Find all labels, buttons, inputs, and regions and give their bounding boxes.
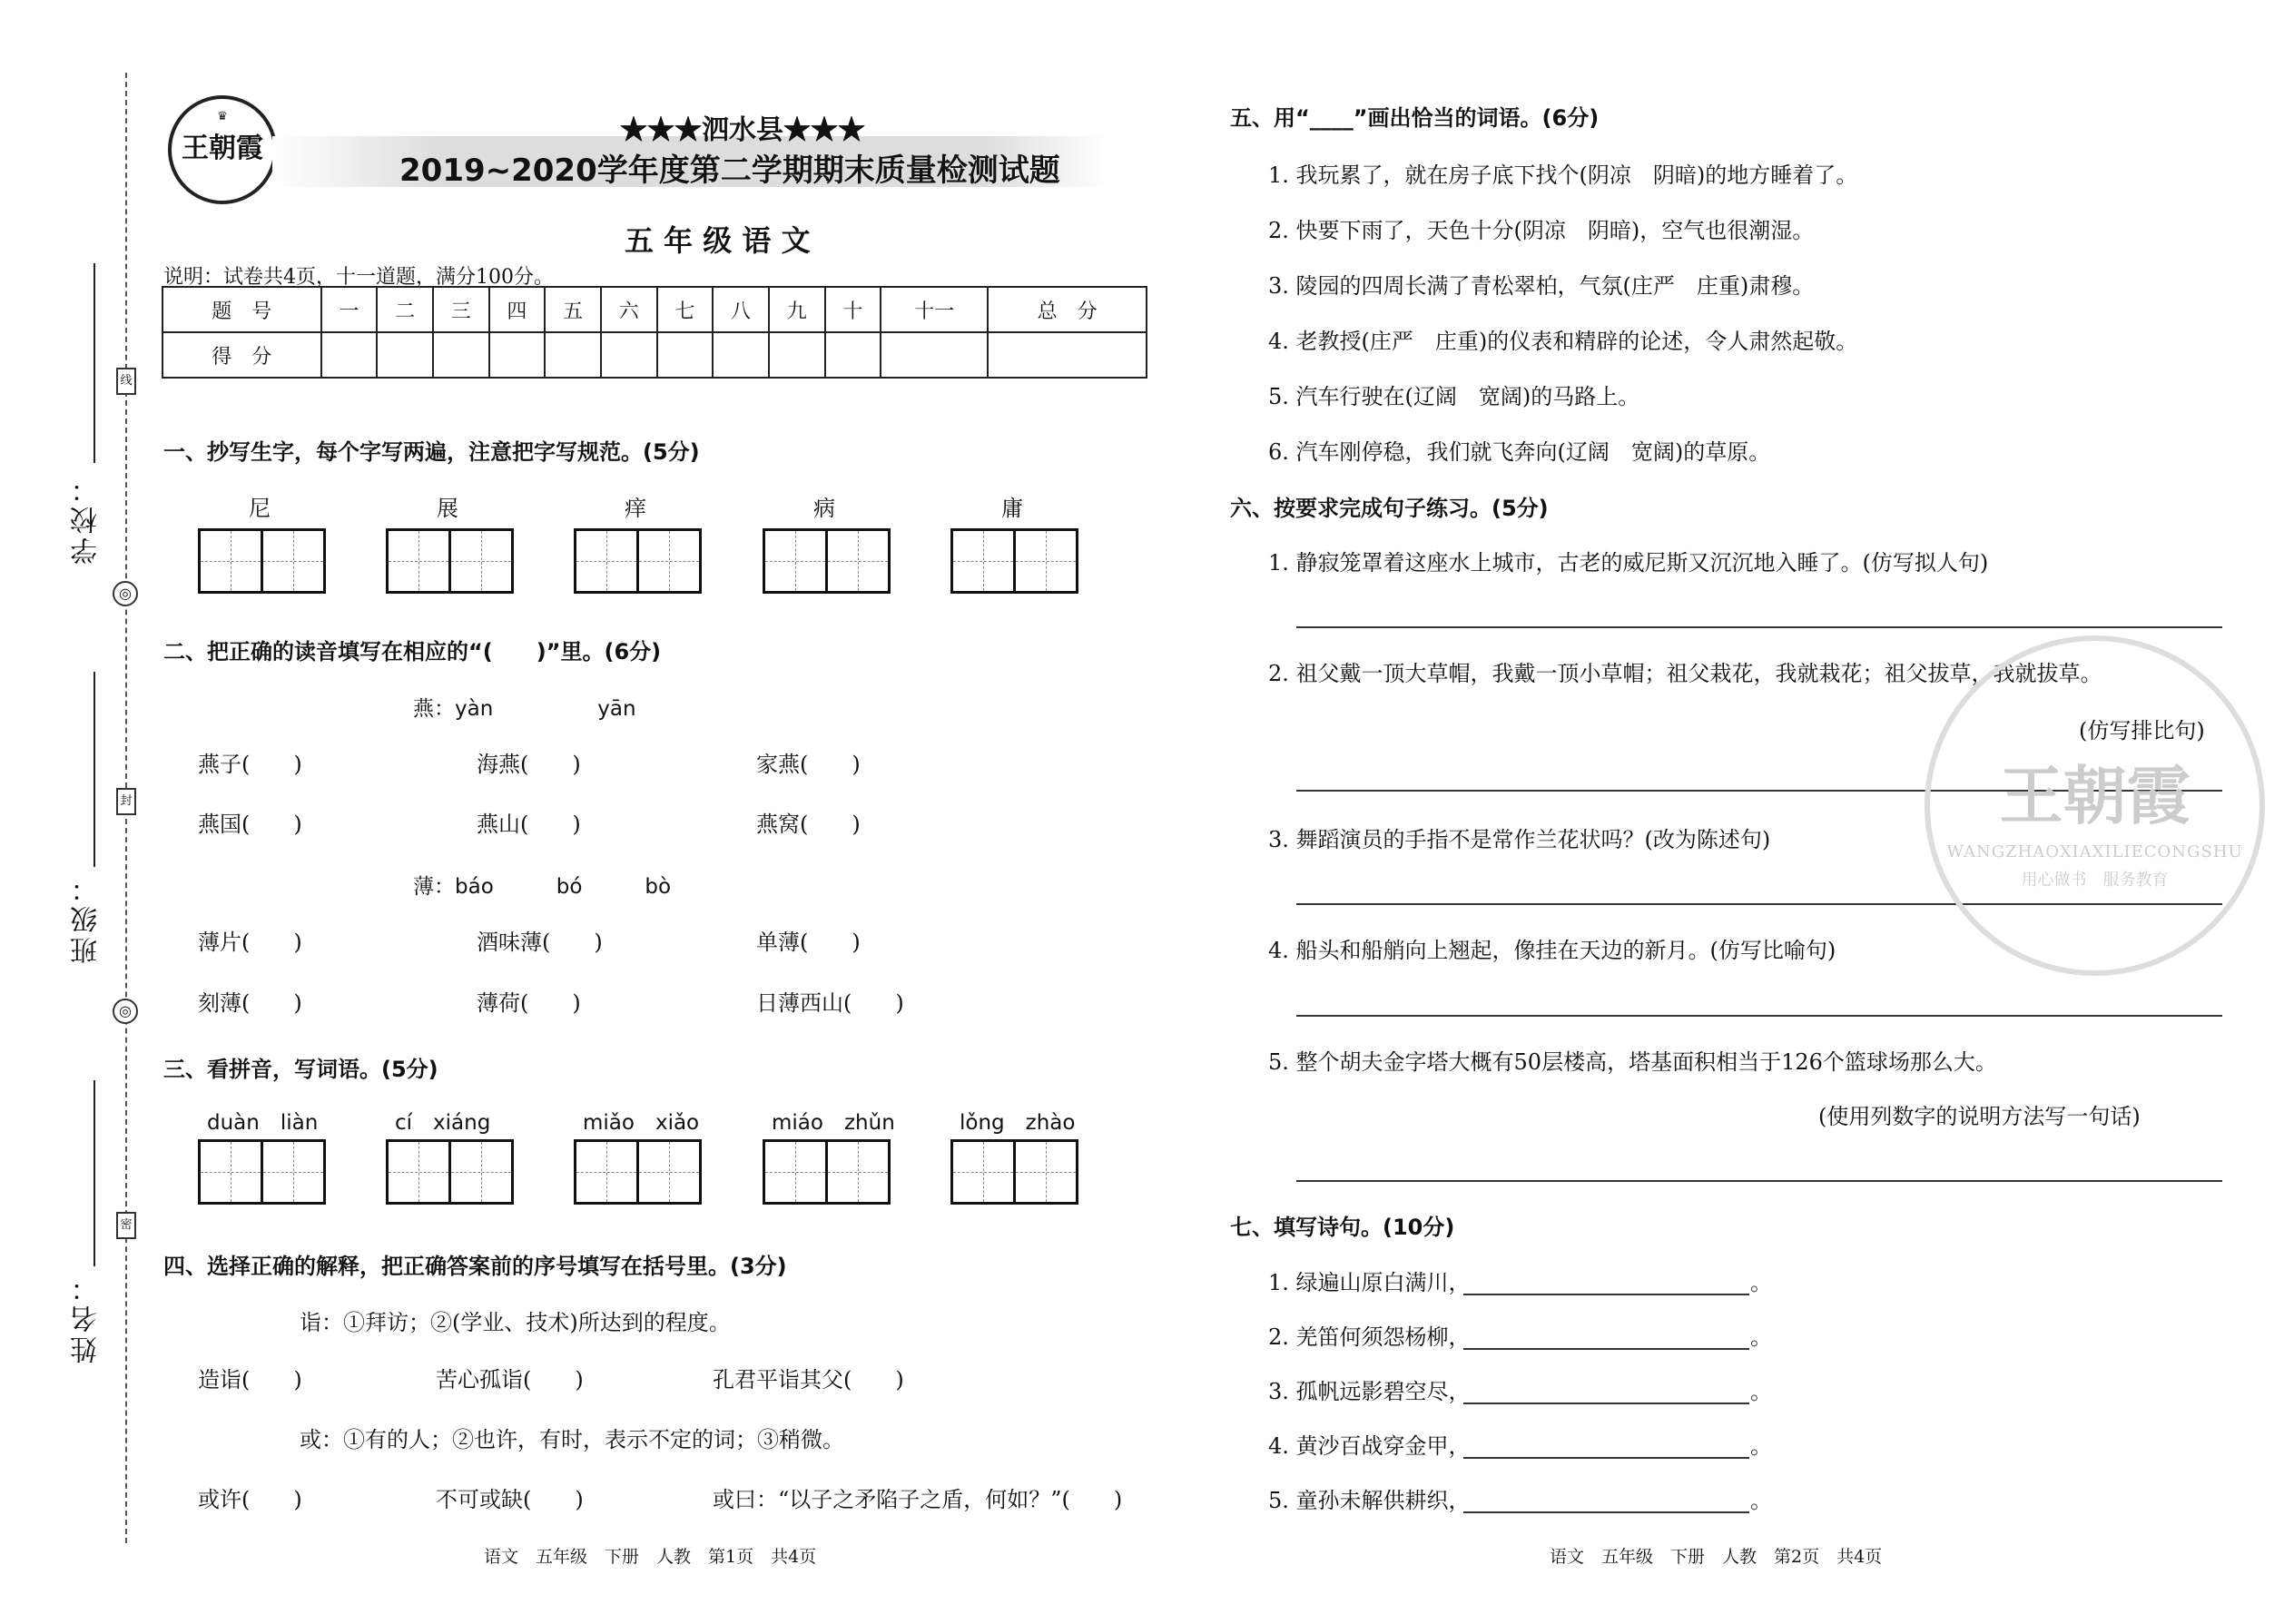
q1-char: 展 xyxy=(437,496,458,521)
score-cell[interactable] xyxy=(601,332,657,378)
q7-poem-line: 5. 童孙未解供耕织， xyxy=(1268,1488,1471,1513)
q5-title: 五、用“____”画出恰当的词语。(6分) xyxy=(1230,105,1600,131)
yan-word-item[interactable]: 燕子( ) xyxy=(198,752,302,777)
q7-poem-line: 1. 绿遍山原白满川， xyxy=(1268,1270,1471,1295)
q3-writing-grid[interactable] xyxy=(574,1139,702,1205)
name-line xyxy=(94,1080,95,1266)
huo-word-item[interactable]: 或曰：“以子之矛陷子之盾，何如？”( ) xyxy=(713,1487,1123,1512)
q3-writing-grid[interactable] xyxy=(386,1139,514,1205)
q7-period: 。 xyxy=(1750,1270,1772,1295)
score-header-cell: 十 xyxy=(825,287,881,332)
logo-text: 王朝霞 xyxy=(182,133,263,164)
bao-pinyin: 薄：báo bó bò xyxy=(413,875,672,899)
school-label: 学校： xyxy=(71,472,103,565)
writing-cell[interactable] xyxy=(950,528,1016,594)
q7-poem-line: 3. 孤帆远影碧空尽， xyxy=(1268,1379,1471,1404)
yan-word-item[interactable]: 海燕( ) xyxy=(477,752,581,777)
score-cell[interactable] xyxy=(321,332,378,378)
q1-char: 痒 xyxy=(625,496,646,521)
huo-definition: 或：①有的人；②也许，有时，表示不定的词；③稍微。 xyxy=(300,1427,844,1452)
score-cell[interactable] xyxy=(769,332,825,378)
q7-answer-line[interactable] xyxy=(1463,1348,1749,1350)
q5-item[interactable]: 3. 陵园的四周长满了青松翠柏，气氛(庄严 庄重)肃穆。 xyxy=(1268,273,1815,299)
q5-item[interactable]: 4. 老教授(庄严 庄重)的仪表和精辟的论述，令人肃然起敬。 xyxy=(1268,329,1858,354)
q1-title: 一、抄写生字，每个字写两遍，注意把字写规范。(5分) xyxy=(163,439,700,465)
q3-writing-grid[interactable] xyxy=(198,1139,326,1205)
score-header-cell: 二 xyxy=(377,287,433,332)
q1-writing-grid[interactable] xyxy=(198,528,326,594)
writing-cell[interactable] xyxy=(636,528,702,594)
answer-line-5[interactable] xyxy=(1296,1180,2222,1182)
q5-item[interactable]: 1. 我玩累了，就在房子底下找个(阴凉 阴暗)的地方睡着了。 xyxy=(1268,162,1858,188)
score-cell[interactable] xyxy=(988,332,1147,378)
writing-cell[interactable] xyxy=(636,1139,702,1205)
yi-word-item[interactable]: 孔君平诣其父( ) xyxy=(713,1367,904,1393)
q7-period: 。 xyxy=(1750,1324,1772,1350)
huo-word-item[interactable]: 或许( ) xyxy=(198,1487,302,1512)
writing-cell[interactable] xyxy=(763,1139,828,1205)
q6-sentence-1: 1. 静寂笼罩着这座水上城市，古老的威尼斯又沉沉地入睡了。(仿写拟人句) xyxy=(1268,550,1989,576)
score-header-cell: 一 xyxy=(321,287,378,332)
score-value-row xyxy=(162,332,1147,378)
q7-poem-line: 2. 羌笛何须怨杨柳， xyxy=(1268,1324,1471,1350)
yi-word-item[interactable]: 苦心孤诣( ) xyxy=(436,1367,584,1393)
exam-title: 2019~2020学年度第二学期期末质量检测试题 xyxy=(399,153,1060,189)
q3-writing-grid[interactable] xyxy=(950,1139,1078,1205)
q5-item[interactable]: 6. 汽车刚停稳，我们就飞奔向(辽阔 宽阔)的草原。 xyxy=(1268,439,1771,465)
publisher-logo: ♛ 王朝霞 xyxy=(168,95,277,204)
writing-cell[interactable] xyxy=(1013,528,1078,594)
q3-pinyin: duàn liàn xyxy=(207,1111,319,1135)
q6-sentence-5: 5. 整个胡夫金字塔大概有50层楼高，塔基面积相当于126个篮球场那么大。 xyxy=(1268,1049,1997,1075)
writing-cell[interactable] xyxy=(825,528,891,594)
writing-cell[interactable] xyxy=(261,528,326,594)
class-line xyxy=(94,672,95,867)
score-header-row xyxy=(162,287,1147,332)
huo-word-item[interactable]: 不可或缺( ) xyxy=(436,1487,584,1512)
score-cell[interactable] xyxy=(545,332,601,378)
writing-cell[interactable] xyxy=(386,1139,451,1205)
yan-word-item[interactable]: 燕窝( ) xyxy=(756,812,861,837)
subject-title: 五 年 级 语 文 xyxy=(625,223,811,258)
q1-char: 尼 xyxy=(249,496,271,521)
score-cell[interactable] xyxy=(377,332,433,378)
bao-word-item[interactable]: 薄片( ) xyxy=(198,930,302,955)
score-header-cell: 九 xyxy=(769,287,825,332)
score-cell[interactable] xyxy=(489,332,546,378)
q6-requirement-2: (仿写排比句) xyxy=(2079,718,2205,743)
watermark-seal xyxy=(1925,635,2265,976)
seal-marker-mi: 密 xyxy=(116,1212,136,1239)
writing-cell[interactable] xyxy=(1013,1139,1078,1205)
watermark-brand: 王朝霞 xyxy=(1999,758,2191,833)
q3-title: 三、看拼音，写词语。(5分) xyxy=(163,1057,438,1082)
q6-sentence-4: 4. 船头和船艄向上翘起，像挂在天边的新月。(仿写比喻句) xyxy=(1268,938,1836,963)
q3-pinyin: lǒng zhào xyxy=(960,1111,1076,1135)
writing-cell[interactable] xyxy=(825,1139,891,1205)
score-row-label: 得 分 xyxy=(162,332,321,378)
yi-word-item[interactable]: 造诣( ) xyxy=(198,1367,302,1393)
bao-word-item[interactable]: 刻薄( ) xyxy=(198,990,302,1016)
q6-title: 六、按要求完成句子练习。(5分) xyxy=(1230,496,1549,521)
score-header-cell: 八 xyxy=(713,287,769,332)
name-label: 姓名： xyxy=(71,1271,103,1363)
score-table xyxy=(162,286,1147,379)
score-cell[interactable] xyxy=(825,332,881,378)
answer-line-4[interactable] xyxy=(1296,1015,2222,1017)
yan-pinyin: 燕：yàn yān xyxy=(413,697,636,721)
score-header-cell: 四 xyxy=(489,287,546,332)
binding-hole-icon: ◎ xyxy=(113,581,138,606)
q7-answer-line[interactable] xyxy=(1463,1294,1749,1295)
q7-period: 。 xyxy=(1750,1379,1772,1404)
writing-cell[interactable] xyxy=(261,1139,326,1205)
q6-requirement-5: (使用列数字的说明方法写一句话) xyxy=(1818,1104,2141,1129)
q7-poem-line: 4. 黄沙百战穿金甲， xyxy=(1268,1433,1471,1459)
bao-word-item[interactable]: 薄荷( ) xyxy=(477,990,581,1016)
writing-cell[interactable] xyxy=(950,1139,1016,1205)
bao-word-item[interactable]: 单薄( ) xyxy=(756,930,861,955)
yan-word-item[interactable]: 燕山( ) xyxy=(477,812,581,837)
bao-word-item[interactable]: 日薄西山( ) xyxy=(756,990,904,1016)
watermark-pinyin: WANGZHAOXIAXILIECONGSHU xyxy=(1946,842,2243,861)
q1-writing-grid[interactable] xyxy=(763,528,891,594)
score-header-cell: 三 xyxy=(433,287,489,332)
score-cell[interactable] xyxy=(657,332,714,378)
footer-left: 语文 五年级 下册 人教 第1页 共4页 xyxy=(484,1547,817,1567)
q1-writing-grid[interactable] xyxy=(950,528,1078,594)
score-header-cell: 七 xyxy=(657,287,714,332)
score-header-cell: 六 xyxy=(601,287,657,332)
score-header-cell: 题 号 xyxy=(162,287,321,332)
bao-word-item[interactable]: 酒味薄( ) xyxy=(477,930,603,955)
writing-cell[interactable] xyxy=(574,528,639,594)
yi-definition: 诣：①拜访；②(学业、技术)所达到的程度。 xyxy=(300,1310,731,1335)
writing-cell[interactable] xyxy=(763,528,828,594)
writing-cell[interactable] xyxy=(198,528,263,594)
q1-char: 病 xyxy=(813,496,835,521)
writing-cell[interactable] xyxy=(386,528,451,594)
q2-title: 二、把正确的读音填写在相应的“( )”里。(6分) xyxy=(163,639,662,664)
score-header-cell: 十一 xyxy=(881,287,988,332)
q7-answer-line[interactable] xyxy=(1463,1457,1749,1459)
writing-cell[interactable] xyxy=(448,1139,514,1205)
q3-pinyin: cí xiáng xyxy=(395,1111,491,1135)
q3-pinyin: miáo zhǔn xyxy=(772,1111,895,1135)
score-cell[interactable] xyxy=(433,332,489,378)
q6-sentence-2: 2. 祖父戴一顶大草帽，我戴一顶小草帽；祖父栽花，我就栽花；祖父拔草，我就拔草。 xyxy=(1268,661,2102,686)
exam-note: 说明：试卷共4页，十一道题，满分100分。 xyxy=(163,266,554,289)
seal-marker-feng: 封 xyxy=(116,788,136,815)
score-header-cell: 五 xyxy=(545,287,601,332)
q1-writing-grid[interactable] xyxy=(574,528,702,594)
score-header-cell: 总 分 xyxy=(988,287,1147,332)
seal-marker-xian: 线 xyxy=(116,368,136,395)
yan-word-item[interactable]: 燕国( ) xyxy=(198,812,302,837)
answer-line-1[interactable] xyxy=(1296,626,2222,628)
q5-item[interactable]: 2. 快要下雨了，天色十分(阴凉 阴暗)，空气也很潮湿。 xyxy=(1268,218,1815,243)
q5-item[interactable]: 5. 汽车行驶在(辽阔 宽阔)的马路上。 xyxy=(1268,384,1640,409)
footer-right: 语文 五年级 下册 人教 第2页 共4页 xyxy=(1550,1547,1883,1567)
school-line xyxy=(94,263,95,463)
writing-cell[interactable] xyxy=(198,1139,263,1205)
q7-answer-line[interactable] xyxy=(1463,1511,1749,1513)
q7-answer-line[interactable] xyxy=(1463,1403,1749,1404)
q6-sentence-3: 3. 舞蹈演员的手指不是常作兰花状吗？(改为陈述句) xyxy=(1268,827,1771,852)
q1-char: 庸 xyxy=(1001,496,1023,521)
q3-writing-grid[interactable] xyxy=(763,1139,891,1205)
binding-hole-icon: ◎ xyxy=(113,999,138,1024)
score-cell[interactable] xyxy=(881,332,988,378)
q7-title: 七、填写诗句。(10分) xyxy=(1230,1215,1455,1240)
county-title: ★★★泗水县★★★ xyxy=(620,114,865,146)
q3-pinyin: miǎo xiǎo xyxy=(583,1111,700,1135)
score-cell[interactable] xyxy=(713,332,769,378)
watermark-slogan: 用心做书 服务教育 xyxy=(2021,871,2169,890)
class-label: 班级： xyxy=(71,871,103,964)
q1-writing-grid[interactable] xyxy=(386,528,514,594)
writing-cell[interactable] xyxy=(448,528,514,594)
yan-word-item[interactable]: 家燕( ) xyxy=(756,752,861,777)
writing-cell[interactable] xyxy=(574,1139,639,1205)
q7-period: 。 xyxy=(1750,1488,1772,1513)
q4-title: 四、选择正确的解释，把正确答案前的序号填写在括号里。(3分) xyxy=(163,1254,787,1279)
q7-period: 。 xyxy=(1750,1433,1772,1459)
